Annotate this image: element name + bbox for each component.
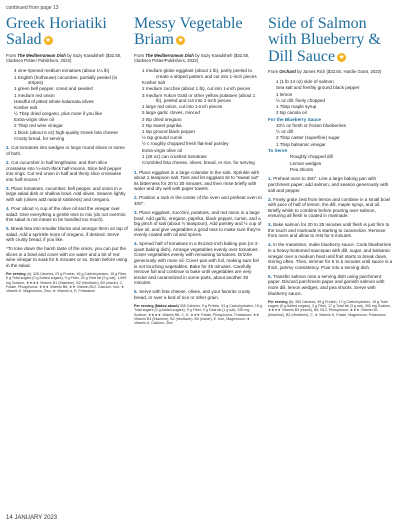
star-icon: ★ [44,36,52,45]
ingredient-item: 1 medium globe eggplant (about 1 lb), partly peeled to create a striped pattern and cut into 1-inch pieces [142,68,257,79]
step-item [268,222,394,239]
step-item [6,226,128,243]
ingredient-item: Extra-virgin olive oil [142,147,182,153]
ingredient-list [268,79,394,172]
ingredient-item: 1 green bell pepper, cored and seeded [14,86,93,92]
step-number: 4. [268,242,272,248]
nutrition-info [6,272,128,294]
step-item [268,274,394,296]
nutrition-label: Per serving (Makes about) [134,303,179,308]
step-item [6,160,128,182]
step-text: Cut cucumber in half lengthwise, and then slice crosswise into ½-inch-thick half-moons. Slice bell pepper into rings. Cut red onion in half and thinly slice crosswise into half-moons.* [6,159,122,182]
recipe-greek-salad [6,14,128,294]
step-text: Bake salmon for 20 to 25 minutes until flesh is just firm to the touch and marinade is starting to caramelize. Remove from oven and allow to rest for 5 minutes. [268,222,390,239]
recipe-title-text: Side of Salmon with Blueberry & Dill Sauce [268,15,381,65]
ingredient-item: Crumbled feta cheese, olives, bread, or rice, for serving [142,159,255,165]
step-text: Transfer salmon onto a serving dish using parchment paper. Discard parchment paper and garnish salmon with more dill, lemon wedges, and pea shoots. Serve with blueberry sauce. [268,273,385,296]
nutrition-text: 305 Calories, 9 g Protein, 53 g Carbohydrates, 15 g Total sugars (0 g Added sugars), 9 g Fiber, 9 g Total fat (1 g sat), 330 mg Sodium, ★★★★ Vitamin B6, C, K; ★★★ Folate, Phosphorus, Potassium; ★★ Vitamin B1 (thiamine), B2 (riboflavin), B3 (niacin), E, Iron, Magnesium; ★ Vitamin A, Calcium, Zinc [134,303,262,326]
step-number: 5. [134,289,138,295]
step-number: 5. [6,226,10,232]
ingredient-item: ½ Tbsp dried oregano, plus more if you like [14,111,103,117]
ingredient-list [6,68,128,141]
source-from: From [134,52,146,58]
source-book: The Mediterranean Dish [145,52,194,58]
source-from: From [268,68,280,74]
ingredient-item: Extra-virgin olive oil [14,117,54,123]
source-book: The Mediterranean Dish [17,52,66,58]
ingredient-item: 2 tsp sweet paprika [142,122,182,128]
step-number: 2. [268,196,272,202]
step-text: Break feta into smaller blocks and arrange them on top of salad. Add a sprinkle more of oregano, if desired. Serve with crusty bread, if you like. [6,226,128,243]
step-text: Place eggplant, zucchini, potatoes, and red onion in a large bowl. Add garlic, oregano, paprika, black pepper, cumin, and a big pinch of salt (about ½ teaspoon). Add parsley and ½ cup of olive oil, and give vegetables a good toss to make sure they're evenly coated with oil and spices. [134,209,262,238]
source-rest: by Suzy Karadsheh ($32.50, Clarkson Potter/ Publishers, 2022) [6,52,122,63]
nutrition-label: Per serving [6,272,26,277]
step-number: 1. [6,145,10,151]
step-text: Place tomatoes, cucumber, bell pepper, and onion in a large salad dish or shallow bowl. Add olives. Season lightly with salt (olives add natural saltiness) and oregano. [6,185,126,202]
step-text: In the meantime, make blueberry sauce. Cook blueberries in a heavy-bottomed saucepan with dill, sugar, and balsamic vinegar over a medium heat until fruit starts to break down, stirring often. Then, simmer for 5 to 6 minutes until sauce is a thick, jammy consistency. Pour into a serving dish. [268,242,393,270]
ingredient-item: 5 large garlic cloves, minced [142,110,200,116]
step-number: 2. [134,195,138,201]
ingredient-section-heading: To Serve [268,148,288,154]
recipe-vegetable-briam [134,14,262,326]
nutrition-text: (6): 389 Calories, 39 g Protein, 17 g Carbohydrates, 15 g Total sugars (6 g Added sugars), 2 g Fiber, 17 g Total fat (3 g sat), 300 mg Sodium, ★★★★ Vitamin B3 (niacin), B6, B12, Phosphorus; ★★★ Vitamin B1 (thiamine), B2 (riboflavin), C, ★ Vitamin K, Folate, Magnesium, Potassium [268,299,391,317]
step-text: Place eggplant in a large colander in the sink. Sprinkle with about 1 teaspoon salt. Toss and let eggplant sit to "sweat out" its bitterness for 20 to 30 minutes, and then rinse briefly with water and dry well with paper towels. [134,169,260,192]
ingredient-item: 1 lemon [276,91,293,97]
step-text: Pour about ¼ cup of the olive oil and the vinegar over salad. Give everything a gentle toss to mix (do not overmix; this salad is not meant to be handled too much). [6,205,127,223]
ingredient-item: 1 medium red onion [14,92,55,98]
step-number: 4. [134,241,138,247]
step-text: Finely grate zest from lemon and combine in a small bowl with juice of half of lemon, the dill, maple syrup, and oil. Briefly whisk to combine before pouring over salmon, ensuring all flesh is coated in marinade. [268,196,391,219]
recipe-source [6,53,128,64]
step-item [268,176,394,193]
ingredient-item: 1 English (hothouse) cucumber, partially peeled (in stripes) [14,74,118,86]
ingredient-item: 1 tsp ground black pepper [142,129,196,135]
step-number: 3. [134,209,138,215]
step-number: 1. [268,176,272,182]
continued-note: continued from page 13 [6,5,59,11]
tip-text: *To tone down the harsh taste of the onion, you can put the slices in a bowl and cover with ice water and a bit of red wine vinegar to soak for 5 minutes or so. Drain before using in the salad. [6,246,128,269]
ingredient-item: 1 (1 lb 14 oz) side of salmon [276,79,334,85]
ingredient-item: Sea salt and freshly ground black pepper [276,85,360,91]
ingredient-item: Lemon wedges [290,160,322,166]
star-icon: ★ [338,52,345,61]
ingredient-item: 1 Tbsp balsamic vinegar [276,141,326,147]
ingredient-item: 1 Tbsp maple syrup [276,104,317,110]
ingredient-item: 2 medium zucchini (about 1 lb), cut into 1-inch pieces [142,86,251,92]
ingredient-item: ½ c roughly chopped fresh flat-leaf parsley [142,141,229,147]
ingredient-item: Kosher salt [142,80,165,86]
step-list [134,170,262,301]
ingredient-item: Handful of pitted whole kalamata olives [14,98,94,104]
ingredient-item: Crusty bread, for serving [14,135,65,141]
step-number: 3. [268,222,272,228]
ingredient-item: 4 vine-ripened medium tomatoes (about 1¼ lb) [14,68,110,74]
step-list [6,145,128,242]
ingredient-section-heading: For the Blueberry Sauce [268,116,322,122]
ingredient-list [134,68,262,165]
step-item [268,197,394,219]
source-rest: by Suzy Karadsheh ($32.50, Clarkson Potter/Publishers, 2022) [134,52,250,63]
nutrition-info [268,300,394,317]
source-from: From [6,52,18,58]
ingredient-item: ½ oz dill, finely chopped [276,97,326,103]
step-item [6,206,128,223]
step-item [268,242,394,270]
nutrition-label: Per serving [268,299,288,304]
recipe-title-text: Greek Horiatiki Salad [6,15,107,49]
ingredient-item: 3 medium Yukon Gold or other yellow potatoes (about 1 lb), peeled and cut into 1-inch pieces [142,92,256,104]
star-icon: ★ [177,36,184,45]
step-item [134,289,262,300]
nutrition-info [134,304,262,326]
recipe-source [268,69,394,74]
source-book: Orchard [279,68,296,74]
ingredient-item: ½ tsp ground cumin [142,135,183,141]
ingredient-item: 1 large red onion, cut into 1-inch pieces [142,104,223,110]
tip [6,246,128,268]
step-item [6,145,128,156]
step-number: 3. [6,185,10,191]
recipe-title [268,16,394,65]
step-item [134,170,262,192]
step-text: Position a rack in the center of the oven and preheat oven to 400°. [134,195,262,206]
step-list [268,176,394,296]
recipe-title-text: Messy Vegetable Briam [134,15,243,49]
recipe-salmon [268,14,394,317]
step-item [6,186,128,203]
ingredient-item: 2 tsp canola oil [276,110,307,116]
ingredient-item: 2 tsp dried oregano [142,116,182,122]
step-text: Serve with feta cheese, olives, and your favorite crusty bread, or over a bed of rice or other grain. [134,289,251,300]
ingredient-item: Pea shoots [290,166,313,172]
ingredient-item: 1 (28 oz) can crushed tomatoes [142,153,207,159]
step-item [134,241,262,286]
step-number: 5. [268,273,272,279]
step-text: Preheat oven to 350°. Line a large baking pan with parchment paper, add salmon, and season generously with salt and pepper. [268,176,389,193]
recipe-title [6,16,128,49]
page-footer: 14 JANUARY 2023 [6,515,58,521]
step-item [134,195,262,206]
ingredient-item: 2 Tbsp caster (superfine) sugar [276,135,340,141]
ingredient-item: 2 Tbsp red wine vinegar [14,123,63,129]
nutrition-text: (4): 326 Calories, 23 g Protein, 46 g Carbohydrates, 15 g Fiber, 6 g Total sugars (0 g Added sugars), 9 g Fiber, 33 g Total fat (9 g sat), 1,899 mg Sodium, ★★★★ Vitamin B1 (thiamine), B2 (riboflavin), B3 (niacin), C, Folate, Phosphorus; ★★★ Vitamin B6; ★★ Vitamin B12, Calcium, Iron; ★ Vitamin K, Magnesium, Zinc; ★ Vitamin A, E, Potassium [6,272,128,294]
recipe-source [134,53,262,64]
ingredient-item: Roughly chopped dill [290,154,333,160]
step-text: Spread half of tomatoes in a 9x13x2-inch baking pan (or 4-quart baking dish). Arrange vegetables evenly over tomatoes. Cover vegetables evenly with remaining tomatoes. Drizzle generously with more oil. Cover pan with foil, making sure foil is not touching vegetables. Bake for 45 minutes. Carefully remove foil and continue to bake until vegetables are very tender and caramelized in some parts, about another 30 minutes. [134,241,259,286]
step-number: 2. [6,159,10,165]
step-number: 4. [6,205,10,211]
ingredient-item: 1 block (about 6 oz) high-quality Greek feta cheese [14,129,118,135]
step-item [134,210,262,238]
ingredient-item: ½ oz dill [276,129,293,135]
step-text: Cut tomatoes into wedges or large round slices or some of both. [6,145,125,156]
source-rest: by James Rich ($32.50, Hardie Grant, 2022) [295,68,382,74]
recipe-title [134,16,262,49]
ingredient-item: Kosher salt [14,104,37,110]
step-number: 1. [134,169,138,175]
ingredient-item: 10½ oz fresh or frozen blueberries [276,123,346,129]
